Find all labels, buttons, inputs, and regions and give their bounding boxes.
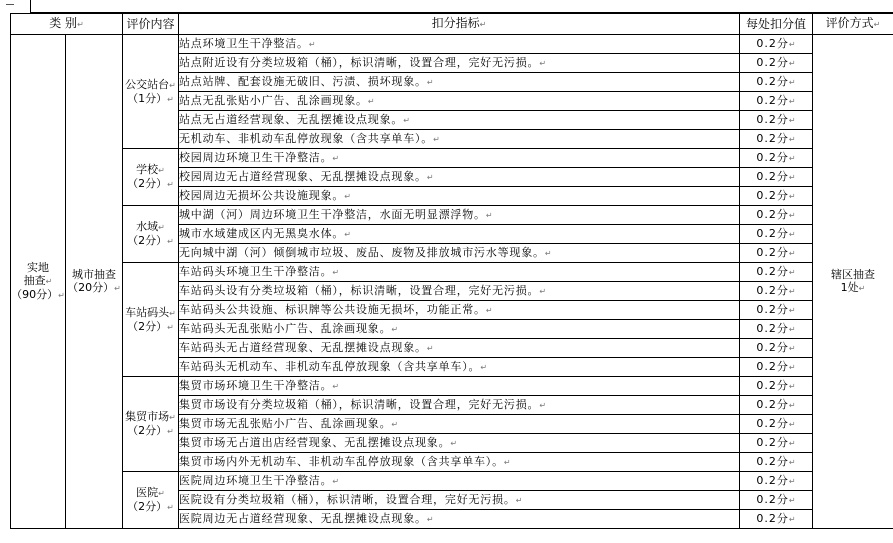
header-indicator: 扣分指标↵ (179, 14, 740, 35)
header-method: 评价方式↵ (813, 14, 893, 35)
indicator-cell: 集贸市场设有分类垃圾箱（桶），标识清晰，设置合理，完好无污损。↵ (179, 396, 740, 415)
indicator-cell: 城中湖（河）周边环境卫生干净整洁，水面无明显漂浮物。↵ (179, 206, 740, 225)
deduction-value-cell: 0.2分↵ (740, 358, 813, 377)
category-cell: 实地 抽查↵ （90分）↵ (11, 35, 66, 529)
table-row (11, 149, 893, 168)
evaluation-table (10, 13, 893, 529)
deduction-value-cell: 0.2分↵ (740, 339, 813, 358)
deduction-value-cell: 0.2分↵ (740, 206, 813, 225)
indicator-cell: 医院周边环境卫生干净整洁。↵ (179, 472, 740, 491)
header-value: 每处扣分值 (740, 14, 813, 35)
indicator-cell: 站点无占道经营现象、无乱摆摊设点现象。↵ (179, 111, 740, 130)
indicator-cell: 校园周边无损坏公共设施现象。↵ (179, 187, 740, 206)
deduction-value-cell: 0.2分↵ (740, 396, 813, 415)
header-category: 类 别↵ (11, 14, 123, 35)
deduction-value-cell: 0.2分↵ (740, 225, 813, 244)
deduction-value-cell: 0.2分↵ (740, 320, 813, 339)
subcategory-cell: 城市抽查 （20分）↵ (66, 35, 123, 529)
deduction-value-cell: 0.2分↵ (740, 130, 813, 149)
content-group-cell: 水域↵ （2分）↵ (123, 206, 179, 263)
page-corner-mark (6, 4, 14, 5)
indicator-cell: 城市水域建成区内无黑臭水体。↵ (179, 225, 740, 244)
indicator-cell: 站点站牌、配套设施无破旧、污渍、损坏现象。↵ (179, 73, 740, 92)
deduction-value-cell: 0.2分↵ (740, 510, 813, 529)
indicator-cell: 校园周边无占道经营现象、无乱摆摊设点现象。↵ (179, 168, 740, 187)
page-top-rule (0, 0, 893, 13)
deduction-value-cell: 0.2分↵ (740, 168, 813, 187)
deduction-value-cell: 0.2分↵ (740, 377, 813, 396)
indicator-cell: 车站码头公共设施、标识牌等公共设施无损坏，功能正常。↵ (179, 301, 740, 320)
deduction-value-cell: 0.2分↵ (740, 244, 813, 263)
page-margin-tick (30, 0, 31, 12)
indicator-cell: 车站码头无占道经营现象、无乱摆摊设点现象。↵ (179, 339, 740, 358)
content-group-cell: 集贸市场↵ （2分）↵ (123, 377, 179, 472)
content-group-cell: 车站码头↵ （2分）↵ (123, 263, 179, 377)
table-header-row (11, 14, 893, 35)
indicator-cell: 车站码头设有分类垃圾箱（桶），标识清晰，设置合理，完好无污损。↵ (179, 282, 740, 301)
deduction-value-cell: 0.2分↵ (740, 282, 813, 301)
table-row (11, 472, 893, 491)
deduction-value-cell: 0.2分↵ (740, 149, 813, 168)
deduction-value-cell: 0.2分↵ (740, 472, 813, 491)
table-row (11, 263, 893, 282)
indicator-cell: 车站码头无乱张贴小广告、乱涂画现象。↵ (179, 320, 740, 339)
indicator-cell: 集贸市场无占道出店经营现象、无乱摆摊设点现象。↵ (179, 434, 740, 453)
indicator-cell: 站点环境卫生干净整洁。↵ (179, 35, 740, 54)
deduction-value-cell: 0.2分↵ (740, 35, 813, 54)
indicator-cell: 医院设有分类垃圾箱（桶），标识清晰，设置合理，完好无污损。↵ (179, 491, 740, 510)
deduction-value-cell: 0.2分↵ (740, 301, 813, 320)
table-body (11, 35, 893, 529)
deduction-value-cell: 0.2分↵ (740, 111, 813, 130)
content-group-cell: 公交站台↵ （1分）↵ (123, 35, 179, 149)
content-group-cell: 医院↵ （2分）↵ (123, 472, 179, 529)
indicator-cell: 无机动车、非机动车乱停放现象（含共享单车）。↵ (179, 130, 740, 149)
deduction-value-cell: 0.2分↵ (740, 453, 813, 472)
indicator-cell: 站点无乱张贴小广告、乱涂画现象。↵ (179, 92, 740, 111)
header-content: 评价内容 (123, 14, 179, 35)
deduction-value-cell: 0.2分↵ (740, 73, 813, 92)
deduction-value-cell: 0.2分↵ (740, 92, 813, 111)
table-row (11, 377, 893, 396)
indicator-cell: 集贸市场无乱张贴小广告、乱涂画现象。↵ (179, 415, 740, 434)
indicator-cell: 无向城中湖（河）倾倒城市垃圾、废品、废物及排放城市污水等现象。↵ (179, 244, 740, 263)
method-cell: 辖区抽查 1处↵ (813, 35, 893, 529)
table-row (11, 206, 893, 225)
table-row (11, 35, 893, 54)
content-group-cell: 学校↵ （2分）↵ (123, 149, 179, 206)
deduction-value-cell: 0.2分↵ (740, 187, 813, 206)
indicator-cell: 站点附近设有分类垃圾箱（桶），标识清晰，设置合理，完好无污损。↵ (179, 54, 740, 73)
deduction-value-cell: 0.2分↵ (740, 491, 813, 510)
indicator-cell: 集贸市场内外无机动车、非机动车乱停放现象（含共享单车）。↵ (179, 453, 740, 472)
indicator-cell: 校园周边环境卫生干净整洁。↵ (179, 149, 740, 168)
indicator-cell: 车站码头无机动车、非机动车乱停放现象（含共享单车）。↵ (179, 358, 740, 377)
deduction-value-cell: 0.2分↵ (740, 415, 813, 434)
indicator-cell: 集贸市场环境卫生干净整洁。↵ (179, 377, 740, 396)
indicator-cell: 车站码头环境卫生干净整洁。↵ (179, 263, 740, 282)
deduction-value-cell: 0.2分↵ (740, 263, 813, 282)
indicator-cell: 医院周边无占道经营现象、无乱摆摊设点现象。↵ (179, 510, 740, 529)
deduction-value-cell: 0.2分↵ (740, 54, 813, 73)
deduction-value-cell: 0.2分↵ (740, 434, 813, 453)
